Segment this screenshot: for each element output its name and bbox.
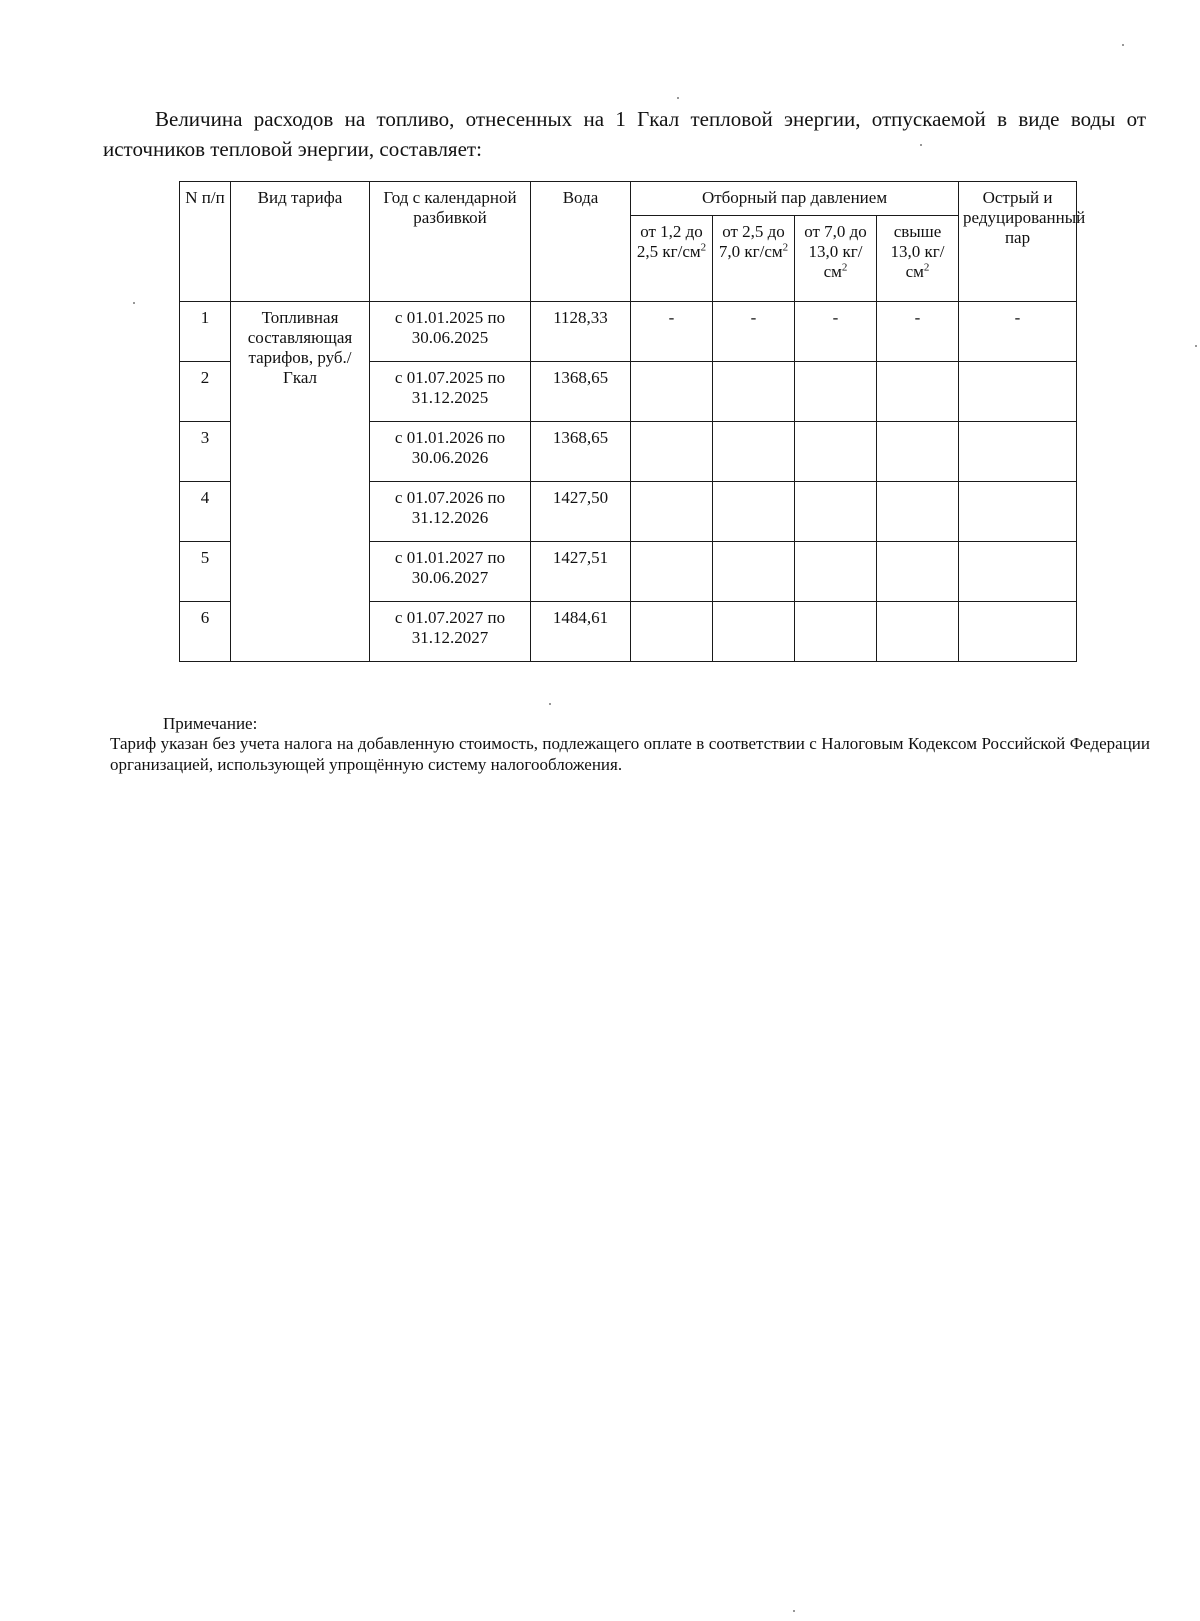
scan-speck	[920, 144, 922, 146]
water-value-cell: 1484,61	[531, 602, 631, 662]
steam-4-cell	[877, 482, 959, 542]
steam-1-cell	[631, 362, 713, 422]
water-value-cell: 1368,65	[531, 422, 631, 482]
sharp-steam-cell	[959, 602, 1077, 662]
steam-3-cell	[795, 542, 877, 602]
table-row	[180, 302, 1077, 362]
steam-4-cell	[877, 362, 959, 422]
steam-4-cell: -	[877, 302, 959, 362]
water-value-cell: 1368,65	[531, 362, 631, 422]
tariff-table	[179, 181, 1086, 662]
scan-speck	[549, 703, 551, 705]
steam-3-cell	[795, 362, 877, 422]
intro-paragraph: Величина расходов на топливо, отнесенных на 1 Гкал тепловой энергии, отпускаемой в виде воды от источников тепловой энергии, составляет:	[103, 107, 1146, 161]
steam-1-cell	[631, 422, 713, 482]
header-steam-3: от 7,0 до 13,0 $кг/см^2$	[795, 216, 877, 302]
row-number: 1	[180, 302, 231, 362]
steam-4-cell	[877, 602, 959, 662]
water-value-cell: 1427,51	[531, 542, 631, 602]
header-row	[180, 182, 1077, 216]
water-value-cell: 1427,50	[531, 482, 631, 542]
period-cell: с 01.01.2025 по 30.06.2025	[370, 302, 531, 362]
row-number: 6	[180, 602, 231, 662]
steam-1-cell	[631, 542, 713, 602]
sharp-steam-cell	[959, 482, 1077, 542]
scan-speck	[793, 1610, 795, 1612]
scan-speck	[677, 97, 679, 99]
steam-4-cell	[877, 542, 959, 602]
header-tariff-type: Вид тарифа	[231, 182, 370, 302]
sharp-steam-cell	[959, 362, 1077, 422]
header-steam-group: Отборный пар давлением	[631, 182, 959, 216]
steam-3-cell	[795, 482, 877, 542]
period-cell: с 01.07.2025 по 31.12.2025	[370, 362, 531, 422]
steam-2-cell	[713, 422, 795, 482]
period-cell: с 01.01.2026 по 30.06.2026	[370, 422, 531, 482]
steam-2-cell	[713, 362, 795, 422]
scan-speck	[133, 302, 135, 304]
steam-1-cell: -	[631, 302, 713, 362]
header-sharp-steam: Острый и редуцированный пар	[959, 182, 1077, 302]
steam-3-cell: -	[795, 302, 877, 362]
steam-2-cell	[713, 602, 795, 662]
steam-1-cell	[631, 602, 713, 662]
header-year: Год с календарной разбивкой	[370, 182, 531, 302]
period-cell: с 01.01.2027 по 30.06.2027	[370, 542, 531, 602]
header-steam-1: от 1,2 до 2,5 $кг/см^2$	[631, 216, 713, 302]
scan-speck	[1122, 44, 1124, 46]
steam-2-cell: -	[713, 302, 795, 362]
scan-speck	[1195, 345, 1197, 347]
steam-2-cell	[713, 482, 795, 542]
tariff-name-cell: Топливная составляющая тарифов, руб./Гкал	[231, 302, 370, 662]
header-water: Вода	[531, 182, 631, 302]
row-number: 3	[180, 422, 231, 482]
steam-3-cell	[795, 602, 877, 662]
period-cell: с 01.07.2027 по 31.12.2027	[370, 602, 531, 662]
steam-3-cell	[795, 422, 877, 482]
note-title: Примечание:	[163, 714, 258, 733]
header-steam-4: свыше 13,0 $кг/см^2$	[877, 216, 959, 302]
sharp-steam-cell: -	[959, 302, 1077, 362]
steam-1-cell	[631, 482, 713, 542]
period-cell: с 01.07.2026 по 31.12.2026	[370, 482, 531, 542]
header-steam-2: от 2,5 до 7,0 $кг/см^2$	[713, 216, 795, 302]
row-number: 5	[180, 542, 231, 602]
water-value-cell: 1128,33	[531, 302, 631, 362]
steam-2-cell	[713, 542, 795, 602]
header-n: N п/п	[180, 182, 231, 302]
row-number: 2	[180, 362, 231, 422]
row-number: 4	[180, 482, 231, 542]
note-text: Тариф указан без учета налога на добавленную стоимость, подлежащего оплате в соответствии с Налоговым Кодексом Российской Федерации организацией, использующей упрощённую систему налогообложения.	[110, 734, 1150, 774]
sharp-steam-cell	[959, 542, 1077, 602]
sharp-steam-cell	[959, 422, 1077, 482]
steam-4-cell	[877, 422, 959, 482]
